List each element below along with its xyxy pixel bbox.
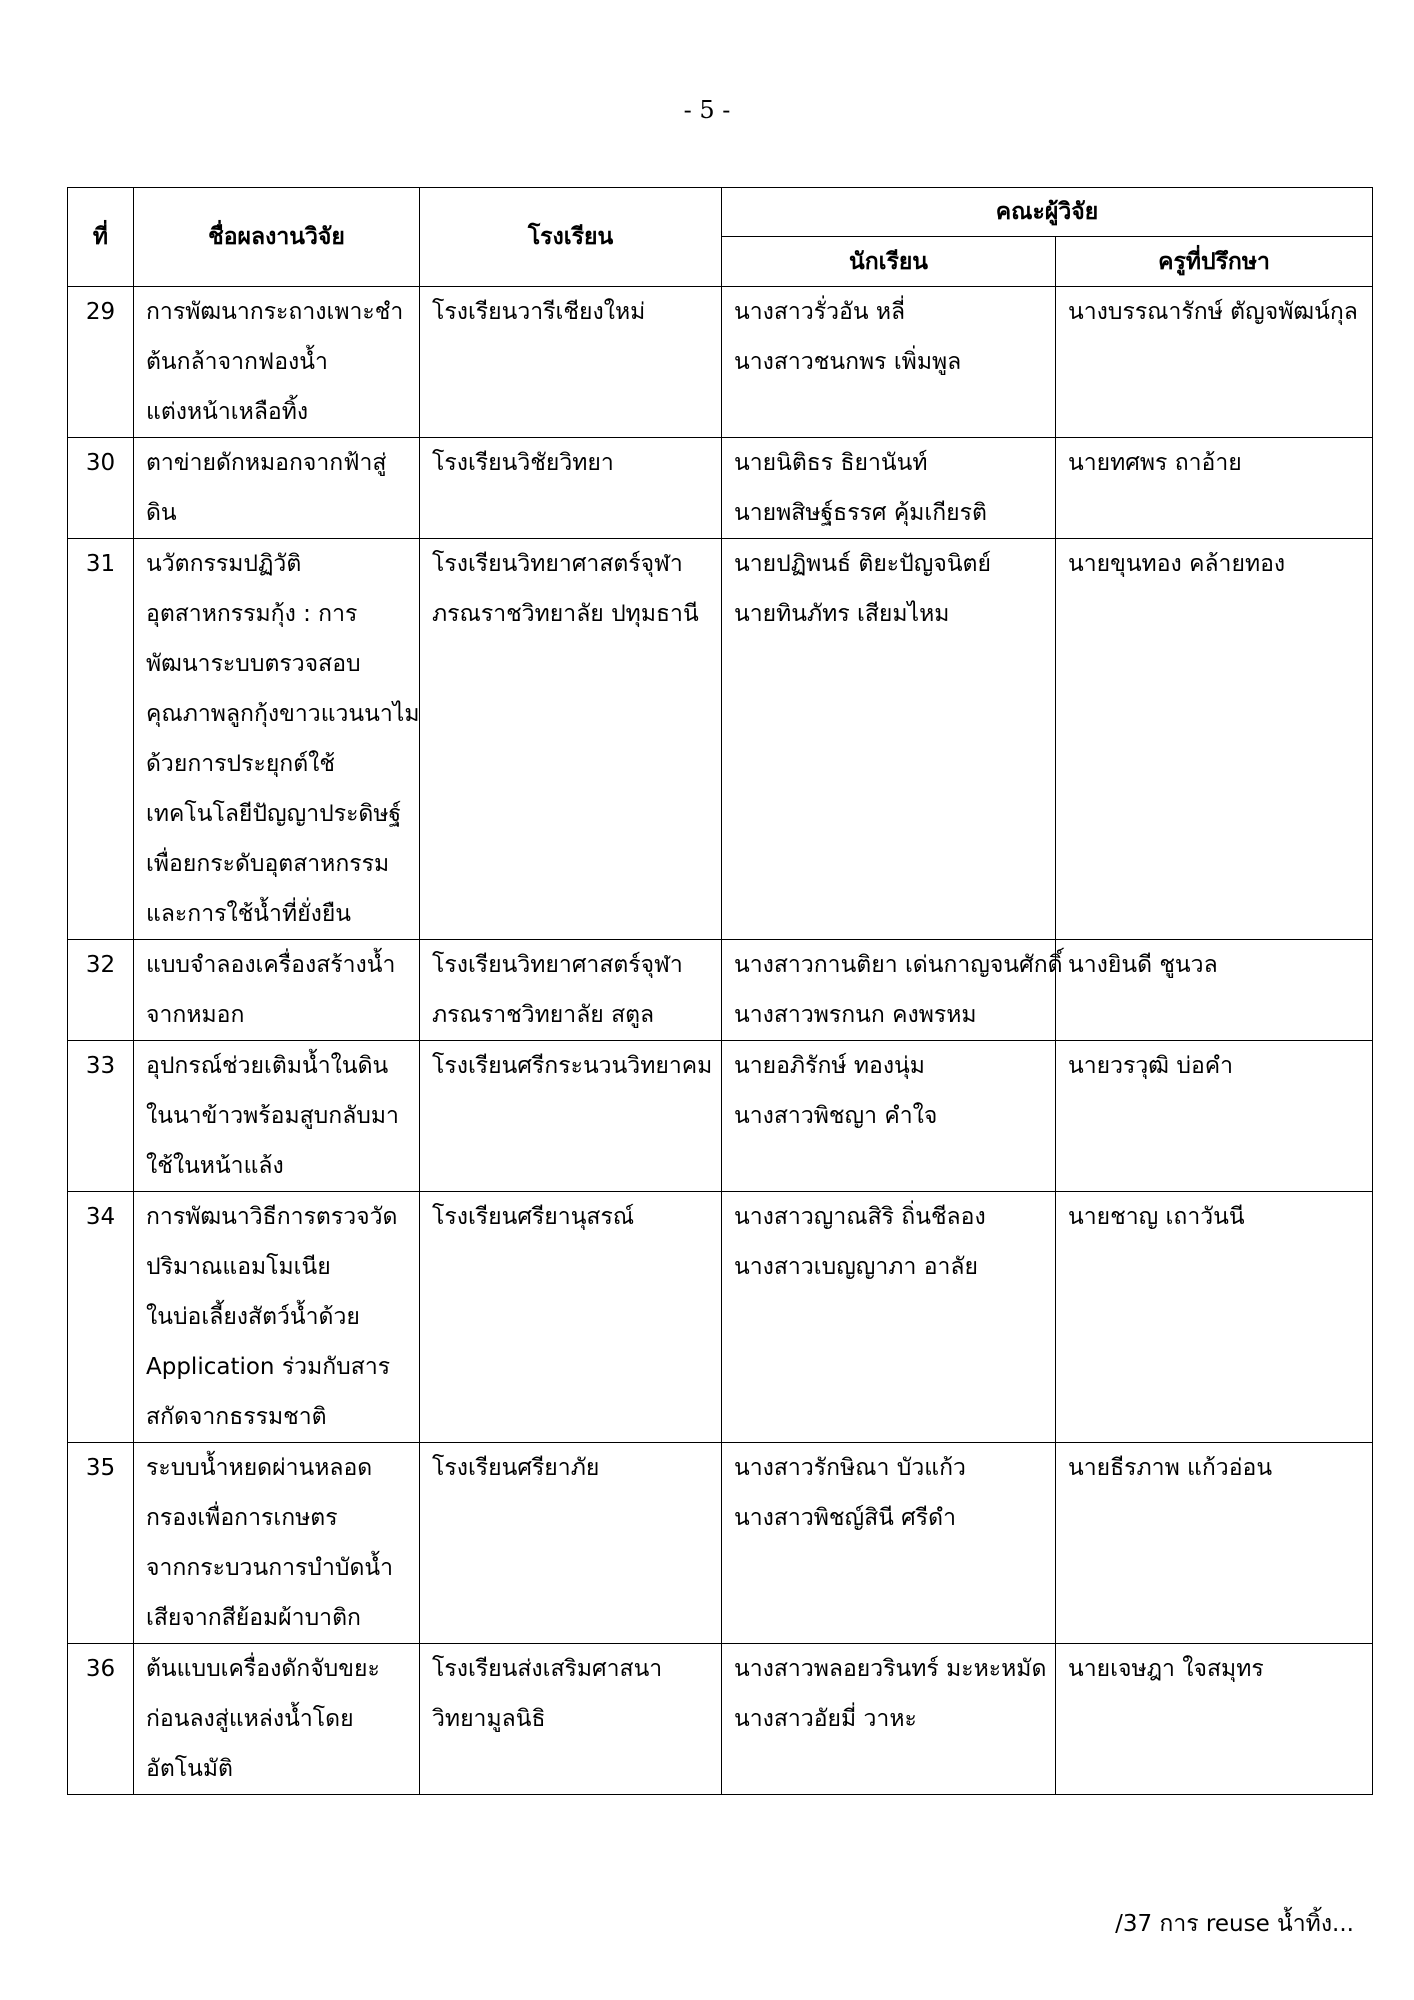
research-title-line: เทคโนโลยีปัญญาประดิษฐ์ [146, 801, 402, 827]
research-table [67, 187, 1373, 1795]
research-title-line: ระบบน้ำหยดผ่านหลอด [146, 1455, 373, 1481]
research-title-cell [134, 1192, 420, 1443]
header-school: โรงเรียน [420, 188, 722, 287]
header-title: ชื่อผลงานวิจัย [134, 188, 420, 287]
row-number: 36 [68, 1644, 134, 1795]
research-title-line: ด้วยการประยุกต์ใช้ [146, 751, 336, 777]
research-title-line: คุณภาพลูกกุ้งขาวแวนนาไม [146, 701, 420, 727]
school-name-line: โรงเรียนวารีเชียงใหม่ [432, 299, 646, 325]
advisor-name: นางบรรณารักษ์ ตัญจพัฒน์กุล [1056, 287, 1373, 438]
research-title-line: ในนาข้าวพร้อมสูบกลับมา [146, 1103, 399, 1129]
table-row [68, 438, 1373, 539]
research-title-line: นวัตกรรมปฏิวัติ [146, 551, 302, 577]
research-title-line: การพัฒนาวิธีการตรวจวัด [146, 1204, 398, 1230]
school-name-cell [420, 1644, 722, 1795]
research-title-line: กรองเพื่อการเกษตร [146, 1505, 338, 1531]
school-name-line: โรงเรียนศรียาภัย [432, 1455, 600, 1481]
table-row [68, 940, 1373, 1041]
research-title-line: Application ร่วมกับสาร [146, 1354, 391, 1380]
research-title-line: ตาข่ายดักหมอกจากฟ้าสู่ [146, 450, 387, 476]
continuation-note: /37 การ reuse น้ำทิ้ง... [1115, 1911, 1354, 1937]
research-title-line: อุปกรณ์ช่วยเติมน้ำในดิน [146, 1053, 389, 1079]
table-row [68, 1644, 1373, 1795]
student-names-cell [722, 287, 1056, 438]
school-name-line: วิทยามูลนิธิ [432, 1706, 546, 1732]
research-title-line: สกัดจากธรรมชาติ [146, 1404, 327, 1430]
research-title-line: และการใช้น้ำที่ยั่งยืน [146, 901, 352, 927]
student-names-cell [722, 940, 1063, 1041]
student-names-line: นางสาวรักษิณา บัวแก้ว [734, 1455, 966, 1481]
research-title-line: เสียจากสีย้อมผ้าบาติก [146, 1605, 361, 1631]
student-names-line: นางสาวอัยมี่ วาหะ [734, 1706, 917, 1732]
research-title-cell [134, 438, 420, 539]
row-number: 34 [68, 1192, 134, 1443]
school-name-cell [420, 438, 722, 539]
research-title-cell [134, 539, 420, 940]
research-title-line: เพื่อยกระดับอุตสาหกรรม [146, 851, 390, 877]
header-students: นักเรียน [722, 237, 1056, 287]
header-no: ที่ [68, 188, 134, 287]
student-names-cell [722, 1644, 1056, 1795]
student-names-line: นายพสิษฐ์ธรรศ คุ้มเกียรติ [734, 500, 987, 526]
school-name-cell [420, 1443, 722, 1644]
student-names-line: นายทินภัทร เสียมไหม [734, 601, 950, 627]
header-advisor: ครูที่ปรึกษา [1056, 237, 1373, 287]
row-number: 29 [68, 287, 134, 438]
table-body [68, 287, 1373, 1795]
research-title-line: การพัฒนากระถางเพาะชำ [146, 299, 404, 325]
table-row [68, 1192, 1373, 1443]
research-title-line: แบบจำลองเครื่องสร้างน้ำ [146, 952, 396, 978]
student-names-line: นางสาวพิชญ์สินี ศรีดำ [734, 1505, 956, 1531]
student-names-cell [722, 1443, 1056, 1644]
row-number: 31 [68, 539, 134, 940]
advisor-name: นายทศพร ถาอ้าย [1056, 438, 1373, 539]
student-names-cell [722, 539, 1056, 940]
student-names-line: นางสาวพรกนก คงพรหม [734, 1002, 977, 1028]
advisor-name: นายขุนทอง คล้ายทอง [1056, 539, 1373, 940]
table-row [68, 287, 1373, 438]
school-name-cell [420, 940, 722, 1041]
advisor-name: นายชาญ เถาวันนี [1056, 1192, 1373, 1443]
student-names-line: นางสาวชนกพร เพิ่มพูล [734, 349, 962, 375]
research-title-line: จากกระบวนการบำบัดน้ำ [146, 1555, 394, 1581]
row-number: 35 [68, 1443, 134, 1644]
school-name-line: โรงเรียนวิชัยวิทยา [432, 450, 614, 476]
student-names-cell [722, 1041, 1056, 1192]
research-title-line: ดิน [146, 500, 177, 526]
student-names-line: นายนิติธร ธิยานันท์ [734, 450, 928, 476]
research-title-cell [134, 940, 420, 1041]
school-name-cell [420, 1041, 722, 1192]
research-title-cell [134, 1041, 420, 1192]
row-number: 32 [68, 940, 134, 1041]
student-names-line: นายอภิรักษ์ ทองนุ่ม [734, 1053, 925, 1079]
student-names-cell [722, 438, 1056, 539]
school-name-line: ภรณราชวิทยาลัย สตูล [432, 1002, 655, 1028]
table-row [68, 1443, 1373, 1644]
research-title-line: อุตสาหกรรมกุ้ง : การ [146, 601, 358, 627]
table-row [68, 1041, 1373, 1192]
research-title-cell [134, 1644, 420, 1795]
header-research-team: คณะผู้วิจัย [722, 188, 1373, 237]
school-name-line: โรงเรียนวิทยาศาสตร์จุฬา [432, 551, 683, 577]
student-names-line: นางสาวเบญญาภา อาลัย [734, 1254, 978, 1280]
research-title-cell [134, 1443, 420, 1644]
table-row [68, 539, 1373, 940]
school-name-line: โรงเรียนส่งเสริมศาสนา [432, 1656, 663, 1682]
student-names-line: นายปฏิพนธ์ ติยะปัญจนิตย์ [734, 551, 991, 577]
school-name-line: โรงเรียนวิทยาศาสตร์จุฬา [432, 952, 683, 978]
research-title-line: ในบ่อเลี้ยงสัตว์น้ำด้วย [146, 1304, 360, 1330]
research-title-line: ใช้ในหน้าแล้ง [146, 1153, 284, 1179]
student-names-line: นางสาวพลอยวรินทร์ มะหะหมัด [734, 1656, 1047, 1682]
school-name-line: ภรณราชวิทยาลัย ปทุมธานี [432, 601, 699, 627]
school-name-line: โรงเรียนศรีกระนวนวิทยาคม [432, 1053, 713, 1079]
research-title-line: ก่อนลงสู่แหล่งน้ำโดย [146, 1706, 354, 1732]
student-names-cell [722, 1192, 1056, 1443]
student-names-line: นางสาวกานติยา เด่นกาญจนศักดิ์ [734, 952, 1063, 978]
student-names-line: นางสาวญาณสิริ ถิ่นชีลอง [734, 1204, 986, 1230]
advisor-name: นายเจษฎา ใจสมุทร [1056, 1644, 1373, 1795]
research-title-line: อัตโนมัติ [146, 1756, 233, 1782]
research-title-line: จากหมอก [146, 1002, 245, 1028]
school-name-line: โรงเรียนศรียานุสรณ์ [432, 1204, 635, 1230]
student-names-line: นางสาวรั่วอัน หลี่ [734, 299, 906, 325]
research-title-line: ปริมาณแอมโมเนีย [146, 1254, 331, 1280]
row-number: 30 [68, 438, 134, 539]
research-title-line: ต้นกล้าจากฟองน้ำ [146, 349, 328, 375]
research-title-cell [134, 287, 420, 438]
advisor-name: นางยินดี ชูนวล [1056, 940, 1373, 1041]
research-title-line: พัฒนาระบบตรวจสอบ [146, 651, 361, 677]
student-names-line: นางสาวพิชญา คำใจ [734, 1103, 938, 1129]
row-number: 33 [68, 1041, 134, 1192]
school-name-cell [420, 539, 722, 940]
advisor-name: นายธีรภาพ แก้วอ่อน [1056, 1443, 1373, 1644]
research-title-line: ต้นแบบเครื่องดักจับขยะ [146, 1656, 380, 1682]
research-title-line: แต่งหน้าเหลือทิ้ง [146, 399, 309, 425]
school-name-cell [420, 287, 722, 438]
school-name-cell [420, 1192, 722, 1443]
page-number: - 5 - [683, 96, 731, 124]
advisor-name: นายวรวุฒิ บ่อคำ [1056, 1041, 1373, 1192]
